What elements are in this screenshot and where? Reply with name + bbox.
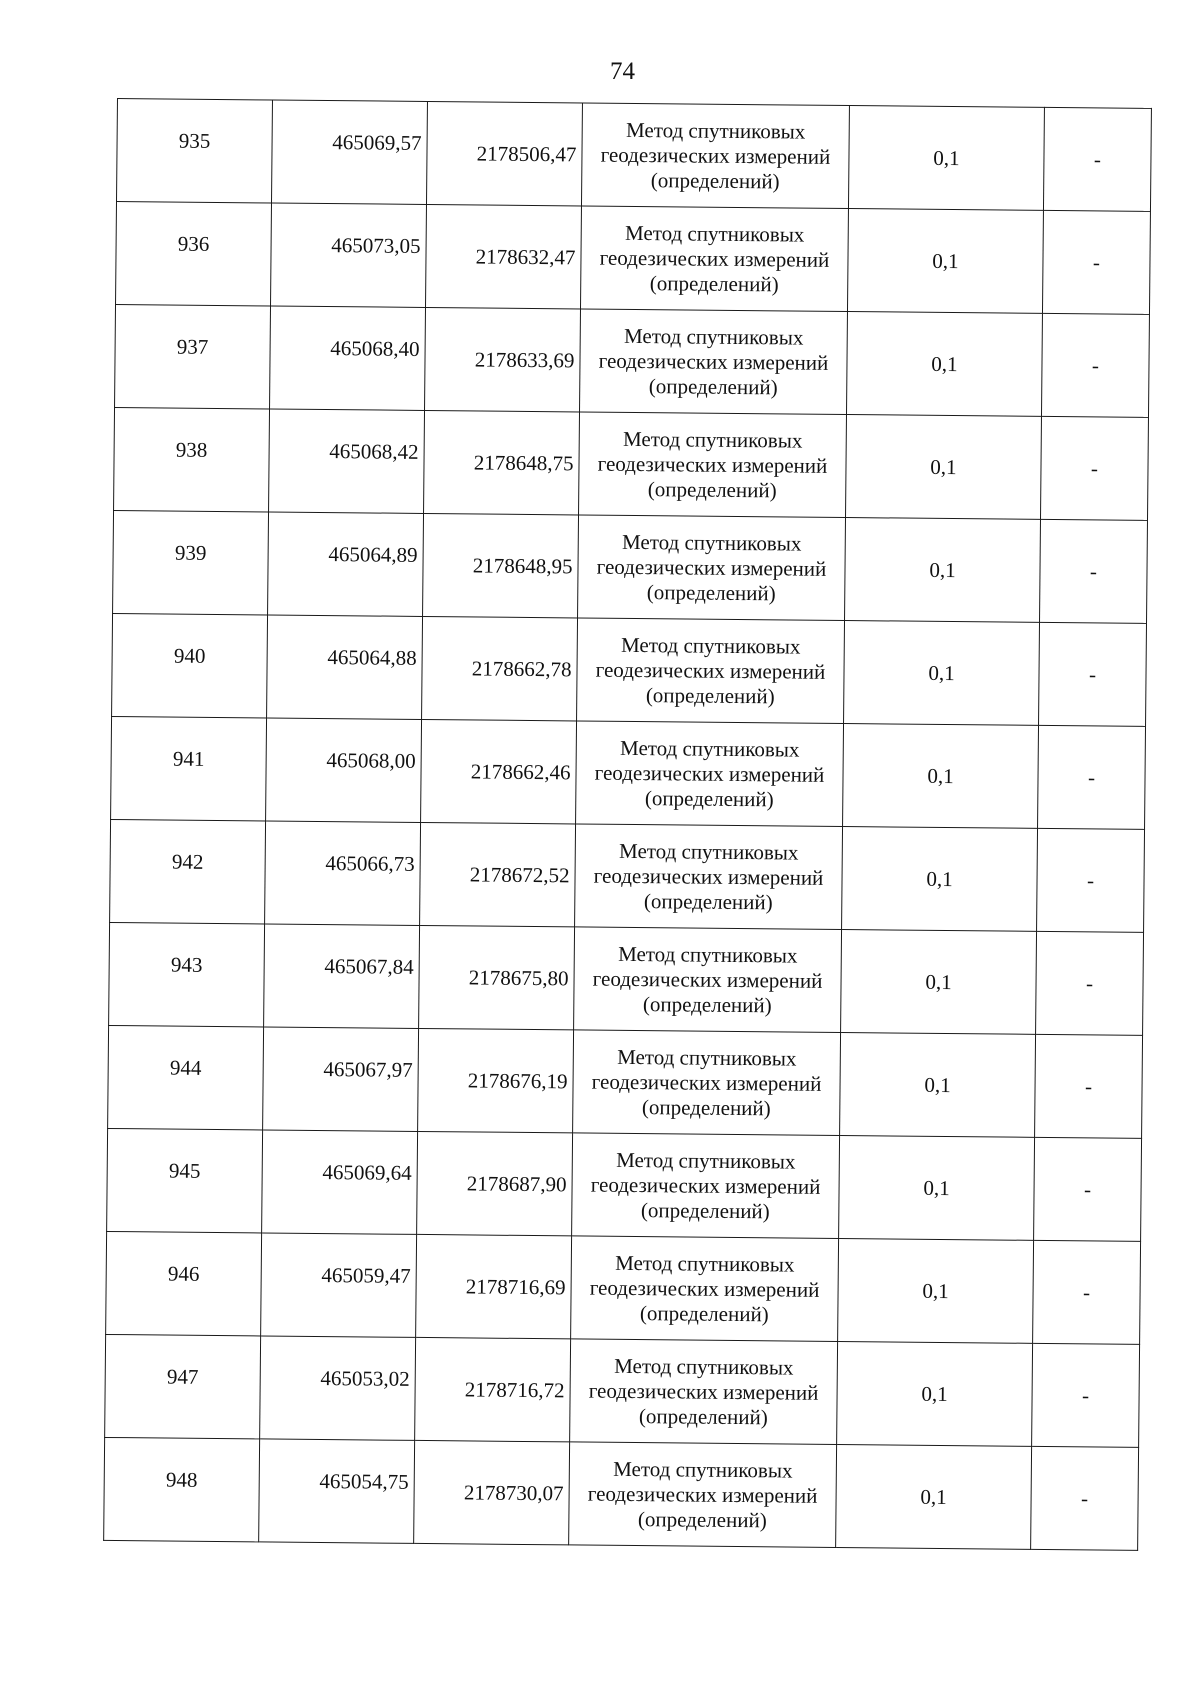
y-coordinate-cell-text: 2178633,69: [474, 346, 575, 372]
x-coordinate-cell-text: 465064,89: [328, 541, 418, 567]
method-line: геодезических измерений: [593, 863, 824, 890]
accuracy-cell-text: 0,1: [927, 763, 954, 788]
point-number-cell: [112, 613, 268, 717]
extra-cell-text: -: [1091, 352, 1100, 377]
point-number-cell-text: 947: [166, 1364, 199, 1389]
method-line: геодезических измерений: [596, 554, 827, 581]
method-line: Метод спутниковых: [620, 632, 801, 659]
x-coordinate-cell: [270, 306, 426, 410]
accuracy-cell-text: 0,1: [928, 660, 955, 685]
x-coordinate-cell-text: 465069,57: [332, 129, 422, 155]
method-line: Метод спутниковых: [623, 323, 804, 350]
accuracy-cell-text: 0,1: [926, 866, 953, 891]
y-coordinate-cell: [421, 719, 577, 823]
method-line: (определений): [644, 785, 774, 811]
method-cell: [578, 515, 846, 621]
x-coordinate-cell: [267, 615, 423, 719]
y-coordinate-cell: [419, 925, 575, 1029]
table-row: [113, 510, 1148, 623]
method-cell: [569, 1442, 837, 1548]
y-coordinate-cell: [418, 1028, 574, 1132]
accuracy-cell: [842, 826, 1038, 931]
extra-cell: [1031, 1446, 1139, 1550]
point-number-cell-text: 945: [168, 1158, 201, 1183]
extra-cell: [1041, 313, 1149, 417]
method-cell: [575, 824, 843, 930]
method-cell: [580, 309, 848, 415]
accuracy-cell-text: 0,1: [932, 248, 959, 273]
method-cell: [577, 618, 845, 724]
x-coordinate-cell: [271, 203, 427, 307]
method-line: Метод спутниковых: [614, 1353, 794, 1380]
method-line: (определений): [639, 1300, 769, 1326]
y-coordinate-cell-text: 2178716,72: [464, 1376, 565, 1402]
table-row: [106, 1231, 1141, 1344]
method-line: геодезических измерений: [590, 1172, 821, 1199]
table-row: [107, 1128, 1142, 1241]
y-coordinate-cell: [424, 410, 580, 514]
extra-cell-text: -: [1081, 1382, 1090, 1407]
table-row: [116, 202, 1151, 315]
x-coordinate-cell: [264, 924, 420, 1028]
x-coordinate-cell: [263, 1027, 419, 1131]
accuracy-cell: [848, 106, 1044, 211]
x-coordinate-cell-text: 465054,75: [319, 1468, 409, 1494]
accuracy-cell-text: 0,1: [920, 1484, 947, 1509]
accuracy-cell: [837, 1341, 1033, 1446]
x-coordinate-cell: [259, 1439, 415, 1543]
method-cell: [574, 927, 842, 1033]
accuracy-cell-text: 0,1: [933, 145, 960, 170]
x-coordinate-cell-text: 465067,84: [324, 953, 414, 979]
x-coordinate-cell-text: 465064,88: [327, 644, 417, 670]
point-number-cell-text: 937: [176, 334, 209, 359]
method-cell: [581, 103, 849, 209]
method-line: Метод спутниковых: [618, 941, 798, 968]
x-coordinate-cell: [265, 821, 421, 925]
y-coordinate-cell: [425, 307, 581, 411]
extra-cell-text: -: [1082, 1279, 1091, 1304]
point-number-cell-text: 936: [177, 231, 210, 256]
method-line: (определений): [645, 682, 775, 708]
x-coordinate-cell-text: 465068,00: [326, 747, 416, 773]
x-coordinate-cell: [266, 718, 422, 822]
extra-cell-text: -: [1092, 249, 1101, 274]
method-cell: [573, 1030, 841, 1136]
method-line: (определений): [643, 888, 773, 914]
point-number-cell-text: 948: [165, 1467, 198, 1492]
method-line: (определений): [647, 476, 777, 502]
method-line: (определений): [642, 991, 772, 1017]
method-line: геодезических измерений: [597, 451, 828, 478]
y-coordinate-cell-text: 2178506,47: [476, 140, 577, 166]
extra-cell: [1043, 107, 1151, 211]
extra-cell: [1040, 416, 1148, 520]
extra-cell-text: -: [1085, 970, 1094, 995]
method-line: Метод спутниковых: [620, 735, 800, 762]
method-cell: [580, 206, 848, 312]
accuracy-cell: [844, 621, 1040, 726]
method-line: (определений): [641, 1094, 771, 1120]
y-coordinate-cell: [414, 1440, 570, 1544]
x-coordinate-cell-text: 465053,02: [320, 1365, 410, 1391]
y-coordinate-cell: [420, 822, 576, 926]
point-number-cell: [110, 819, 266, 923]
table-row: [110, 819, 1145, 932]
x-coordinate-cell: [262, 1130, 418, 1234]
point-number-cell-text: 939: [174, 540, 207, 565]
method-line: (определений): [646, 579, 776, 605]
point-number-cell-text: 935: [178, 128, 211, 153]
y-coordinate-cell-text: 2178730,07: [463, 1479, 564, 1505]
point-number-cell: [115, 304, 271, 408]
accuracy-cell: [843, 724, 1039, 829]
method-cell: [570, 1339, 838, 1445]
accuracy-cell-text: 0,1: [930, 454, 957, 479]
extra-cell-text: -: [1088, 661, 1097, 686]
accuracy-cell-text: 0,1: [922, 1278, 949, 1303]
point-number-cell-text: 943: [170, 952, 203, 977]
accuracy-cell: [846, 312, 1042, 417]
method-line: Метод спутниковых: [621, 529, 802, 556]
point-number-cell: [113, 510, 269, 614]
y-coordinate-cell: [416, 1234, 572, 1338]
method-line: Метод спутниковых: [617, 1044, 797, 1071]
x-coordinate-cell-text: 465068,42: [329, 438, 419, 464]
extra-cell-text: -: [1083, 1176, 1092, 1201]
method-line: геодезических измерений: [591, 1069, 822, 1096]
x-coordinate-cell: [268, 512, 424, 616]
point-number-cell-text: 941: [172, 746, 205, 771]
extra-cell: [1042, 210, 1150, 314]
accuracy-cell-text: 0,1: [923, 1175, 950, 1200]
y-coordinate-cell-text: 2178662,46: [470, 758, 571, 784]
y-coordinate-cell: [426, 204, 582, 308]
point-number-cell-text: 938: [175, 437, 208, 462]
point-number-cell: [106, 1231, 262, 1335]
x-coordinate-cell-text: 465068,40: [330, 335, 420, 361]
point-number-cell: [104, 1437, 260, 1541]
point-number-cell: [108, 1025, 264, 1129]
table-row: [108, 1025, 1143, 1138]
x-coordinate-cell: [269, 409, 425, 513]
x-coordinate-cell: [271, 100, 427, 204]
accuracy-cell: [846, 415, 1042, 520]
method-line: геодезических измерений: [595, 657, 826, 684]
y-coordinate-cell-text: 2178687,90: [466, 1170, 567, 1196]
method-line: геодезических измерений: [598, 348, 829, 375]
method-cell: [576, 721, 844, 827]
y-coordinate-cell-text: 2178716,69: [465, 1273, 566, 1299]
coordinates-table: [103, 98, 1152, 1551]
extra-cell: [1037, 828, 1145, 932]
accuracy-cell-text: 0,1: [921, 1381, 948, 1406]
point-number-cell: [117, 99, 273, 203]
method-line: Метод спутниковых: [622, 426, 803, 453]
point-number-cell-text: 946: [167, 1261, 200, 1286]
page-number: 74: [610, 58, 635, 85]
method-line: геодезических измерений: [600, 142, 831, 169]
y-coordinate-cell: [426, 101, 582, 205]
point-number-cell-text: 942: [171, 849, 204, 874]
y-coordinate-cell-text: 2178632,47: [475, 243, 576, 269]
x-coordinate-cell-text: 465073,05: [331, 232, 421, 258]
accuracy-cell: [847, 209, 1043, 314]
extra-cell: [1038, 725, 1146, 829]
x-coordinate-cell-text: 465067,97: [323, 1056, 413, 1082]
extra-cell: [1040, 519, 1148, 623]
point-number-cell: [109, 922, 265, 1026]
method-line: геодезических измерений: [599, 245, 830, 272]
method-line: геодезических измерений: [587, 1481, 818, 1508]
y-coordinate-cell-text: 2178676,19: [467, 1067, 568, 1093]
accuracy-cell-text: 0,1: [924, 1072, 951, 1097]
extra-cell-text: -: [1090, 455, 1099, 480]
point-number-cell: [111, 716, 267, 820]
accuracy-cell-text: 0,1: [931, 351, 958, 376]
y-coordinate-cell-text: 2178648,95: [472, 552, 573, 578]
extra-cell: [1034, 1137, 1142, 1241]
method-line: (определений): [650, 167, 780, 193]
table-row: [112, 613, 1147, 726]
extra-cell-text: -: [1084, 1073, 1093, 1098]
x-coordinate-cell: [261, 1233, 417, 1337]
accuracy-cell: [845, 518, 1041, 623]
method-cell: [579, 412, 847, 518]
method-line: (определений): [648, 373, 778, 399]
accuracy-cell: [838, 1238, 1034, 1343]
x-coordinate-cell-text: 465066,73: [325, 850, 415, 876]
table-row: [117, 99, 1152, 212]
method-line: Метод спутниковых: [625, 117, 806, 144]
method-line: Метод спутниковых: [613, 1456, 793, 1483]
extra-cell: [1033, 1240, 1141, 1344]
method-line: Метод спутниковых: [615, 1250, 795, 1277]
y-coordinate-cell: [415, 1337, 571, 1441]
method-line: Метод спутниковых: [624, 220, 805, 247]
point-number-cell-text: 944: [169, 1055, 202, 1080]
y-coordinate-cell: [417, 1131, 573, 1235]
method-cell: [571, 1236, 839, 1342]
method-line: Метод спутниковых: [619, 838, 799, 865]
accuracy-cell: [839, 1135, 1035, 1240]
extra-cell-text: -: [1093, 146, 1102, 171]
extra-cell-text: -: [1080, 1485, 1089, 1510]
method-line: (определений): [649, 270, 779, 296]
method-line: (определений): [638, 1403, 768, 1429]
y-coordinate-cell-text: 2178672,52: [469, 861, 570, 887]
table-row: [105, 1334, 1140, 1447]
accuracy-cell: [836, 1444, 1032, 1549]
method-line: геодезических измерений: [589, 1275, 820, 1302]
y-coordinate-cell-text: 2178648,75: [473, 449, 574, 475]
extra-cell: [1036, 931, 1144, 1035]
point-number-cell-text: 940: [173, 643, 206, 668]
method-line: геодезических измерений: [588, 1378, 819, 1405]
x-coordinate-cell-text: 465059,47: [321, 1262, 411, 1288]
y-coordinate-cell: [423, 513, 579, 617]
method-line: (определений): [637, 1506, 767, 1532]
accuracy-cell-text: 0,1: [929, 557, 956, 582]
table-row: [104, 1437, 1139, 1550]
extra-cell-text: -: [1087, 764, 1096, 789]
accuracy-cell: [841, 929, 1037, 1034]
method-line: Метод спутниковых: [616, 1147, 796, 1174]
extra-cell: [1035, 1034, 1143, 1138]
method-line: (определений): [640, 1197, 770, 1223]
table-row: [111, 716, 1146, 829]
extra-cell-text: -: [1089, 558, 1098, 583]
extra-cell: [1039, 622, 1147, 726]
y-coordinate-cell-text: 2178662,78: [471, 655, 572, 681]
x-coordinate-cell: [260, 1336, 416, 1440]
accuracy-cell: [840, 1032, 1036, 1137]
table-row: [114, 407, 1149, 520]
table-row: [115, 304, 1150, 417]
coordinates-table-body: [104, 99, 1152, 1551]
point-number-cell: [116, 202, 272, 306]
method-line: геодезических измерений: [594, 760, 825, 787]
x-coordinate-cell-text: 465069,64: [322, 1159, 412, 1185]
method-cell: [572, 1133, 840, 1239]
table-row: [109, 922, 1144, 1035]
accuracy-cell-text: 0,1: [925, 969, 952, 994]
point-number-cell: [107, 1128, 263, 1232]
y-coordinate-cell: [422, 616, 578, 720]
extra-cell: [1032, 1343, 1140, 1447]
method-line: геодезических измерений: [592, 966, 823, 993]
y-coordinate-cell-text: 2178675,80: [468, 964, 569, 990]
point-number-cell: [105, 1334, 261, 1438]
extra-cell-text: -: [1086, 867, 1095, 892]
point-number-cell: [114, 407, 270, 511]
